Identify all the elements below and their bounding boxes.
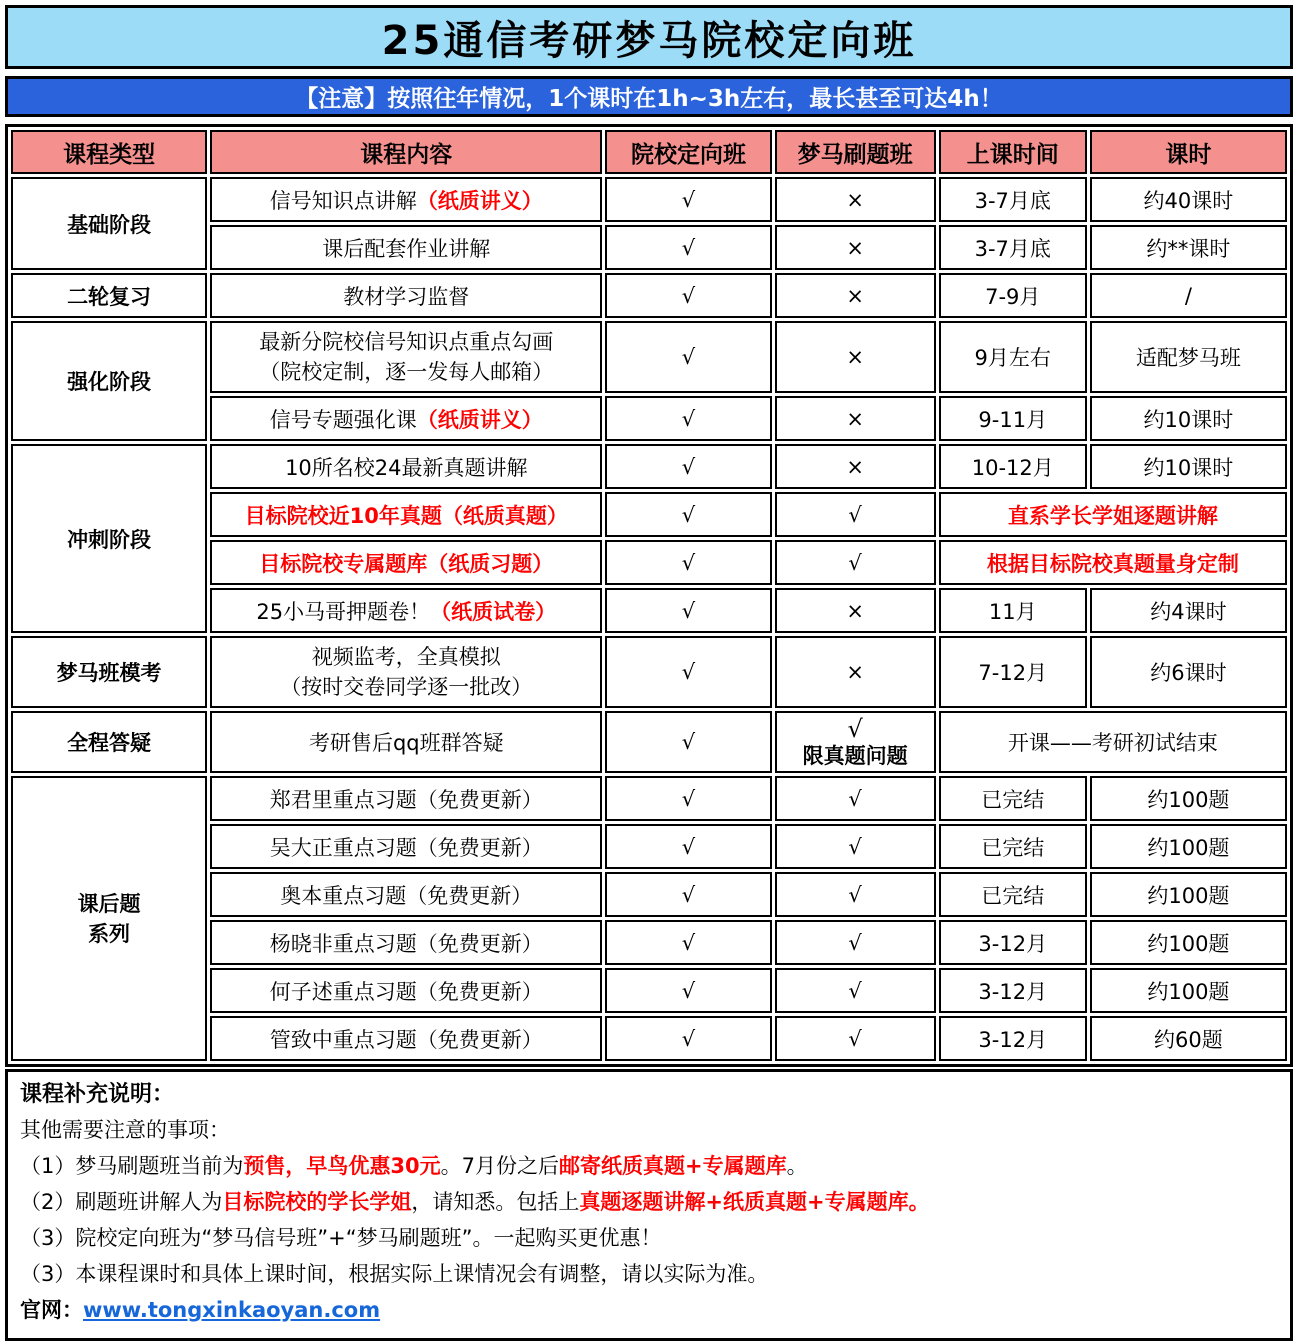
targeted-check: √	[605, 711, 771, 773]
drill-check: √	[775, 492, 936, 537]
course-content-cell	[210, 636, 602, 708]
time-cell: 3-12月	[939, 1016, 1087, 1061]
course-content-cell	[210, 711, 602, 773]
hours-cell: 约100题	[1090, 872, 1287, 917]
note-item-1	[20, 1152, 1278, 1181]
merged-note-cell: 直系学长学姐逐题讲解	[939, 492, 1287, 537]
course-content-cell	[210, 776, 602, 821]
drill-check: √	[775, 1016, 936, 1061]
notes-section	[5, 1069, 1293, 1341]
content-text: 最新分院校信号知识点重点勾画	[259, 330, 554, 354]
content-text: 视频监考，全真模拟	[311, 645, 501, 669]
drill-check: √	[775, 872, 936, 917]
note-text: 。	[786, 1154, 808, 1178]
notes-subheading: 其他需要注意的事项：	[20, 1118, 230, 1142]
targeted-check: √	[605, 321, 771, 393]
time-cell: 9-11月	[939, 396, 1087, 441]
header-drill-class: 梦马刷题班	[775, 130, 936, 174]
group-full-qa: 全程答疑	[11, 711, 207, 773]
note-item-3: （3）院校定向班为“梦马信号班”+“梦马刷题班”。一起购买更优惠！	[20, 1226, 662, 1250]
course-content-cell	[210, 588, 602, 633]
drill-check: ×	[775, 273, 936, 318]
time-cell: 9月左右	[939, 321, 1087, 393]
hours-cell: 约6课时	[1090, 636, 1287, 708]
page-title: 25通信考研梦马院校定向班	[381, 17, 917, 64]
group-mock-exam: 梦马班模考	[11, 636, 207, 708]
targeted-check: √	[605, 968, 771, 1013]
table-row	[11, 321, 1287, 393]
header-targeted-class: 院校定向班	[605, 130, 771, 174]
drill-check: √	[775, 776, 936, 821]
merged-note-cell: 根据目标院校真题量身定制	[939, 540, 1287, 585]
title-banner	[5, 5, 1293, 69]
content-text: 考研售后qq班群答疑	[308, 731, 504, 755]
time-cell: 10-12月	[939, 444, 1087, 489]
course-content-cell	[210, 920, 602, 965]
content-red-text: 目标院校近10年真题（纸质真题）	[244, 503, 568, 528]
course-content-cell	[210, 968, 602, 1013]
group-homework-series	[11, 776, 207, 1061]
targeted-check: √	[605, 492, 771, 537]
time-cell: 11月	[939, 588, 1087, 633]
targeted-check: √	[605, 872, 771, 917]
notice-bar	[5, 76, 1293, 117]
table-row	[11, 711, 1287, 773]
header-hours: 课时	[1090, 130, 1287, 174]
group-basic-stage: 基础阶段	[11, 177, 207, 270]
targeted-check: √	[605, 177, 771, 222]
course-content-cell	[210, 225, 602, 270]
hours-cell: 约100题	[1090, 776, 1287, 821]
content-text: 信号知识点讲解	[269, 188, 417, 213]
group-label-line2: 系列	[88, 921, 131, 946]
website-label: 官网：	[20, 1298, 83, 1322]
hours-cell: 约100题	[1090, 968, 1287, 1013]
note-red-text: 预售，早鸟优惠30元	[243, 1154, 441, 1178]
time-cell: 已完结	[939, 776, 1087, 821]
hours-cell: 约100题	[1090, 824, 1287, 869]
targeted-check: √	[605, 776, 771, 821]
hours-cell: 约40课时	[1090, 177, 1287, 222]
content-text: 奥本重点习题（免费更新）	[280, 883, 533, 908]
course-content-cell	[210, 444, 602, 489]
course-content-cell	[210, 824, 602, 869]
drill-check: √	[775, 968, 936, 1013]
drill-check: √	[775, 540, 936, 585]
content-text-line2: （院校定制，逐一发每人邮箱）	[259, 360, 554, 384]
content-text: 何子述重点习题（免费更新）	[269, 979, 543, 1004]
time-cell: 7-9月	[939, 273, 1087, 318]
table-row	[11, 776, 1287, 821]
note-item-4: （3）本课程课时和具体上课时间，根据实际上课情况会有调整，请以实际为准。	[20, 1262, 769, 1286]
drill-check: ×	[775, 636, 936, 708]
drill-check: ×	[775, 321, 936, 393]
time-cell: 7-12月	[939, 636, 1087, 708]
table-row	[11, 177, 1287, 222]
note-text: （2）刷题班讲解人为	[20, 1190, 223, 1214]
notice-text: 【注意】按照往年情况，1个课时在1h~3h左右，最长甚至可达4h！	[295, 86, 1003, 112]
hours-cell: 约10课时	[1090, 444, 1287, 489]
content-text: 管致中重点习题（免费更新）	[269, 1027, 543, 1052]
group-sprint-stage: 冲刺阶段	[11, 444, 207, 633]
content-text: 教材学习监督	[343, 284, 470, 309]
note-red-text: 目标院校的学长学姐	[222, 1190, 412, 1214]
drill-check: ×	[775, 225, 936, 270]
course-content-cell	[210, 540, 602, 585]
course-content-cell	[210, 177, 602, 222]
content-text-line2: （按时交卷同学逐一批改）	[280, 675, 533, 699]
table-header-row	[11, 130, 1287, 174]
drill-check: ×	[775, 588, 936, 633]
group-intensify-stage: 强化阶段	[11, 321, 207, 441]
content-text: 吴大正重点习题（免费更新）	[269, 835, 543, 860]
hours-cell: 约**课时	[1090, 225, 1287, 270]
drill-check: √	[775, 824, 936, 869]
course-table	[5, 124, 1293, 1067]
time-cell: 3-7月底	[939, 225, 1087, 270]
table-row	[11, 636, 1287, 708]
hours-cell: /	[1090, 273, 1287, 318]
hours-cell: 约10课时	[1090, 396, 1287, 441]
hours-cell: 约100题	[1090, 920, 1287, 965]
targeted-check: √	[605, 1016, 771, 1061]
hours-cell: 约60题	[1090, 1016, 1287, 1061]
targeted-check: √	[605, 920, 771, 965]
note-red-text: 。	[908, 1190, 930, 1214]
header-course-type: 课程类型	[11, 130, 207, 174]
note-red-text: 真题逐题讲解+纸质真题+专属题库	[579, 1190, 909, 1214]
content-text: 课后配套作业讲解	[322, 236, 491, 261]
content-red-text: 目标院校专属题库（纸质习题）	[259, 551, 554, 576]
time-cell: 3-7月底	[939, 177, 1087, 222]
header-class-time: 上课时间	[939, 130, 1087, 174]
drill-check: √	[847, 715, 863, 743]
content-red-text: （纸质试卷）	[430, 599, 557, 624]
drill-check: ×	[775, 444, 936, 489]
note-text: ，请知悉。包括上	[411, 1190, 580, 1214]
group-label-line1: 课后题	[77, 891, 141, 916]
time-cell: 已完结	[939, 872, 1087, 917]
content-text: 杨晓非重点习题（免费更新）	[269, 931, 543, 956]
targeted-check: √	[605, 444, 771, 489]
content-red-text: （纸质讲义）	[416, 188, 543, 213]
course-content-cell	[210, 492, 602, 537]
hours-cell: 适配梦马班	[1090, 321, 1287, 393]
note-item-2	[20, 1188, 1278, 1217]
drill-check: ×	[775, 396, 936, 441]
content-text: 10所名校24最新真题讲解	[285, 455, 528, 480]
course-content-cell	[210, 872, 602, 917]
course-content-cell	[210, 321, 602, 393]
drill-check-cell	[775, 711, 936, 773]
merged-note-cell: 开课——考研初试结束	[939, 711, 1287, 773]
targeted-check: √	[605, 636, 771, 708]
note-red-text: 邮寄纸质真题+专属题库	[558, 1154, 787, 1178]
content-text: 郑君里重点习题（免费更新）	[269, 787, 543, 812]
course-content-cell	[210, 273, 602, 318]
time-cell: 3-12月	[939, 968, 1087, 1013]
hours-cell: 约4课时	[1090, 588, 1287, 633]
header-course-content: 课程内容	[210, 130, 602, 174]
drill-check: √	[775, 920, 936, 965]
notes-heading: 课程补充说明：	[20, 1082, 175, 1107]
targeted-check: √	[605, 588, 771, 633]
website-line	[20, 1296, 1278, 1325]
drill-check: ×	[775, 177, 936, 222]
targeted-check: √	[605, 273, 771, 318]
time-cell: 3-12月	[939, 920, 1087, 965]
targeted-check: √	[605, 540, 771, 585]
table-row	[11, 273, 1287, 318]
time-cell: 已完结	[939, 824, 1087, 869]
note-text: 。7月份之后	[440, 1154, 559, 1178]
content-text: 信号专题强化课	[269, 407, 417, 432]
course-content-cell	[210, 396, 602, 441]
content-text: 25小马哥押题卷！	[256, 599, 431, 624]
targeted-check: √	[605, 225, 771, 270]
targeted-check: √	[605, 824, 771, 869]
table-row	[11, 444, 1287, 489]
targeted-check: √	[605, 396, 771, 441]
website-link[interactable]: www.tongxinkaoyan.com	[83, 1298, 381, 1322]
group-second-review: 二轮复习	[11, 273, 207, 318]
note-text: （1）梦马刷题班当前为	[20, 1154, 244, 1178]
drill-check-note: 限真题问题	[802, 744, 908, 768]
course-content-cell	[210, 1016, 602, 1061]
content-red-text: （纸质讲义）	[416, 407, 543, 432]
